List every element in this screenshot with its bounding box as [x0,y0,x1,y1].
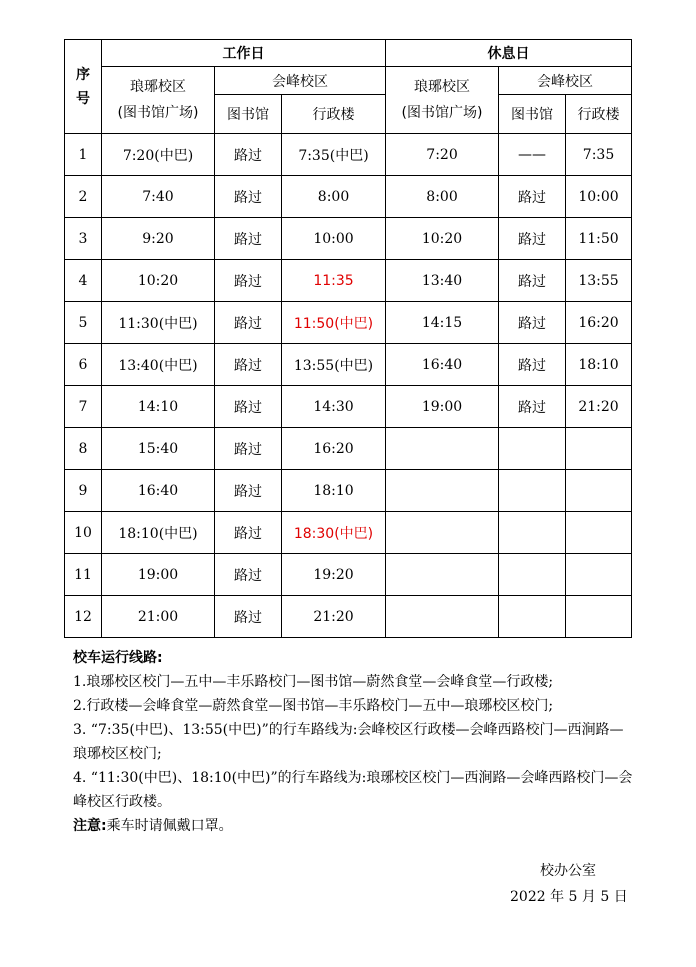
workday-langya-cell: 7:40 [102,176,215,218]
note-label: 注意: [73,818,107,834]
holiday-langya-header: 琅琊校区 (图书馆广场) [386,67,499,134]
workday-library-cell: 路过 [215,218,282,260]
seq-cell: 5 [65,302,102,344]
workday-admin-cell: 11:35 [282,260,386,302]
route-notes [73,646,633,838]
workday-library-header: 图书馆 [215,95,282,134]
holiday-admin-cell: 18:10 [566,344,632,386]
workday-admin-cell: 7:35(中巴) [282,134,386,176]
workday-langya-cell: 19:00 [102,554,215,596]
seq-cell: 1 [65,134,102,176]
holiday-admin-cell [566,554,632,596]
note-text: 乘车时请佩戴口罩。 [106,818,233,834]
workday-library-cell: 路过 [215,554,282,596]
workday-admin-cell: 11:50(中巴) [282,302,386,344]
holiday-library-cell [499,596,566,638]
workday-admin-cell: 16:20 [282,428,386,470]
holiday-admin-cell [566,428,632,470]
workday-library-cell: 路过 [215,512,282,554]
holiday-admin-cell: 21:20 [566,386,632,428]
holiday-library-cell: 路过 [499,260,566,302]
holiday-admin-cell [566,512,632,554]
holiday-header: 休息日 [386,40,632,67]
workday-langya-cell: 13:40(中巴) [102,344,215,386]
seq-cell: 12 [65,596,102,638]
workday-langya-cell: 7:20(中巴) [102,134,215,176]
workday-admin-cell: 18:10 [282,470,386,512]
mask-note [73,814,633,838]
holiday-library-cell [499,512,566,554]
holiday-langya-cell [386,428,499,470]
holiday-langya-cell: 8:00 [386,176,499,218]
workday-admin-cell: 8:00 [282,176,386,218]
seq-cell: 3 [65,218,102,260]
holiday-langya-cell [386,512,499,554]
table-row [65,344,632,386]
workday-library-cell: 路过 [215,596,282,638]
workday-huifeng-header: 会峰校区 [215,67,386,95]
workday-langya-cell: 14:10 [102,386,215,428]
holiday-langya-cell [386,596,499,638]
table-row [65,176,632,218]
seq-cell: 6 [65,344,102,386]
workday-langya-cell: 11:30(中巴) [102,302,215,344]
workday-admin-cell: 10:00 [282,218,386,260]
seq-header: 序号 [65,40,102,134]
seq-cell: 2 [65,176,102,218]
holiday-langya-cell: 7:20 [386,134,499,176]
holiday-library-cell [499,428,566,470]
holiday-admin-cell: 11:50 [566,218,632,260]
workday-admin-cell: 21:20 [282,596,386,638]
seq-cell: 11 [65,554,102,596]
workday-admin-cell: 13:55(中巴) [282,344,386,386]
table-row [65,512,632,554]
seq-cell: 7 [65,386,102,428]
route-line-1: 1.琅琊校区校门—五中—丰乐路校门—图书馆—蔚然食堂—会峰食堂—行政楼; [73,674,554,690]
seq-cell: 10 [65,512,102,554]
workday-library-cell: 路过 [215,386,282,428]
table-row [65,302,632,344]
holiday-library-cell: —— [499,134,566,176]
holiday-library-cell: 路过 [499,386,566,428]
schedule-body [65,134,632,638]
holiday-library-cell [499,470,566,512]
table-row [65,470,632,512]
holiday-admin-cell: 10:00 [566,176,632,218]
route-line-2: 2.行政楼—会峰食堂—蔚然食堂—图书馆—丰乐路校门—五中—琅琊校区校门; [73,698,554,714]
workday-admin-header: 行政楼 [282,95,386,134]
holiday-langya-cell: 10:20 [386,218,499,260]
workday-langya-cell: 18:10(中巴) [102,512,215,554]
workday-library-cell: 路过 [215,260,282,302]
holiday-library-header: 图书馆 [499,95,566,134]
holiday-langya-cell: 19:00 [386,386,499,428]
route-line-3: 3. “7:35(中巴)、13:55(中巴)”的行车路线为:会峰校区行政楼—会峰西路校门—西涧路—琅琊校区校门; [73,722,624,762]
holiday-library-cell [499,554,566,596]
workday-langya-cell: 15:40 [102,428,215,470]
seq-cell: 9 [65,470,102,512]
workday-langya-cell: 9:20 [102,218,215,260]
workday-library-cell: 路过 [215,134,282,176]
bus-schedule-table [64,39,632,638]
table-row [65,386,632,428]
table-row [65,260,632,302]
workday-admin-cell: 18:30(中巴) [282,512,386,554]
holiday-admin-cell: 7:35 [566,134,632,176]
workday-library-cell: 路过 [215,344,282,386]
holiday-library-cell: 路过 [499,302,566,344]
table-row [65,218,632,260]
holiday-library-cell: 路过 [499,218,566,260]
seq-cell: 8 [65,428,102,470]
holiday-admin-cell: 13:55 [566,260,632,302]
holiday-huifeng-header: 会峰校区 [499,67,632,95]
holiday-langya-cell [386,554,499,596]
workday-library-cell: 路过 [215,302,282,344]
holiday-admin-cell [566,596,632,638]
table-row [65,596,632,638]
holiday-admin-cell [566,470,632,512]
issuer: 校办公室 [540,863,596,879]
workday-langya-cell: 21:00 [102,596,215,638]
table-row [65,428,632,470]
workday-library-cell: 路过 [215,176,282,218]
route-title: 校车运行线路: [73,650,163,666]
workday-admin-cell: 19:20 [282,554,386,596]
holiday-admin-cell: 16:20 [566,302,632,344]
holiday-library-cell: 路过 [499,344,566,386]
holiday-langya-cell [386,470,499,512]
workday-langya-header: 琅琊校区 (图书馆广场) [102,67,215,134]
table-row [65,134,632,176]
holiday-langya-cell: 16:40 [386,344,499,386]
workday-library-cell: 路过 [215,428,282,470]
issue-date: 2022 年 5 月 5 日 [510,889,628,905]
workday-langya-cell: 10:20 [102,260,215,302]
workday-admin-cell: 14:30 [282,386,386,428]
holiday-library-cell: 路过 [499,176,566,218]
table-row [65,554,632,596]
holiday-langya-cell: 14:15 [386,302,499,344]
seq-cell: 4 [65,260,102,302]
route-line-4: 4. “11:30(中巴)、18:10(中巴)”的行车路线为:琅琊校区校门—西涧路—会峰西路校门—会峰校区行政楼。 [73,770,633,810]
workday-library-cell: 路过 [215,470,282,512]
holiday-langya-cell: 13:40 [386,260,499,302]
workday-header: 工作日 [102,40,386,67]
workday-langya-cell: 16:40 [102,470,215,512]
holiday-admin-header: 行政楼 [566,95,632,134]
